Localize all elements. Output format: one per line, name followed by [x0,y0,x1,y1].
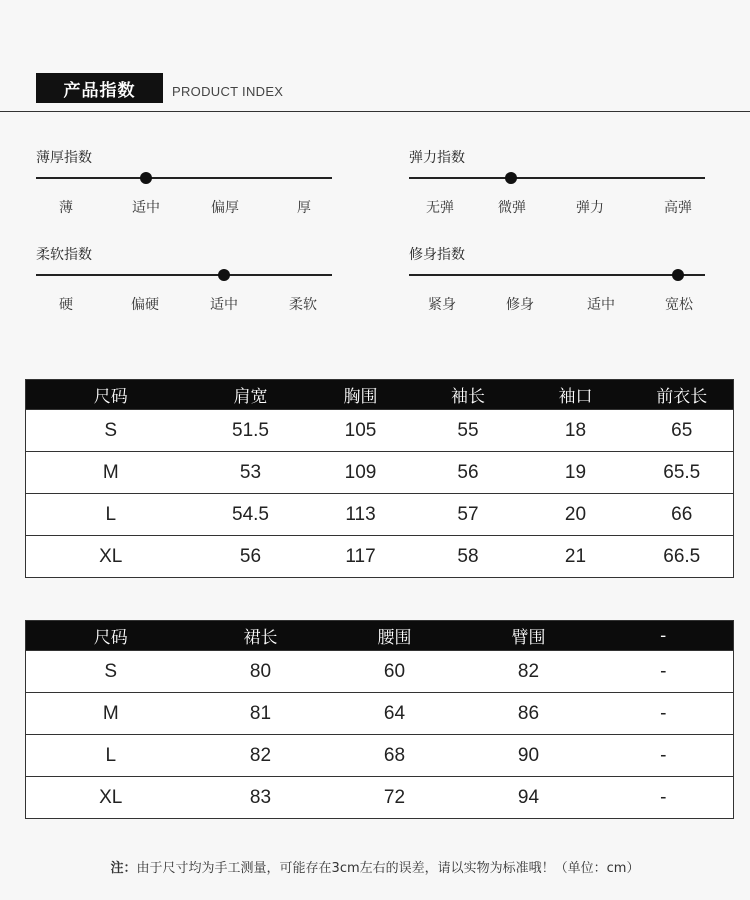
note-label: 注： [110,861,137,876]
table-cell: XL [26,777,196,819]
table-cell: 82 [464,651,594,693]
table-header-row [26,621,734,651]
column-header: - [594,621,734,651]
index-label: 微弹 [498,200,526,216]
index-label: 厚 [297,200,311,216]
table-header-row [26,380,734,410]
table-cell: 57 [416,494,521,536]
table-cell: 56 [196,536,306,578]
index-label: 柔软 [289,297,317,313]
index-scale-line [36,177,332,179]
note-text: 由于尺寸均为手工测量，可能存在3cm左右的误差，请以实物为标准哦！（单位：cm） [136,861,640,876]
table-row [26,777,734,819]
index-label: 适中 [132,200,160,216]
table-cell: 68 [326,735,464,777]
index-label: 紧身 [428,297,456,313]
table-cell: 20 [521,494,631,536]
column-header: 腰围 [326,621,464,651]
table-cell: 82 [196,735,326,777]
index-title: 薄厚指数 [36,150,92,166]
index-label: 偏硬 [131,297,159,313]
index-marker [672,269,684,281]
column-header: 袖长 [416,380,521,410]
size-table-top [25,379,734,578]
section-subtitle: PRODUCT INDEX [172,84,284,99]
index-label: 薄 [59,200,73,216]
table-cell: S [26,651,196,693]
index-marker [505,172,517,184]
table-cell: 18 [521,410,631,452]
table-cell: - [594,777,734,819]
index-marker [218,269,230,281]
table-cell: 66.5 [631,536,734,578]
table-cell: 54.5 [196,494,306,536]
table-cell: 55 [416,410,521,452]
index-label: 适中 [587,297,615,313]
index-label: 适中 [210,297,238,313]
table-cell: 81 [196,693,326,735]
index-label: 硬 [59,297,73,313]
table-cell: 66 [631,494,734,536]
table-cell: 51.5 [196,410,306,452]
index-title: 弹力指数 [409,150,465,166]
table-cell: M [26,452,196,494]
index-scale-line [409,177,705,179]
size-table-bottom [25,620,734,819]
index-marker [140,172,152,184]
table-cell: L [26,494,196,536]
column-header: 臂围 [464,621,594,651]
table-cell: 94 [464,777,594,819]
table-cell: 60 [326,651,464,693]
index-title: 修身指数 [409,247,465,263]
measurement-note [0,857,750,876]
table-cell: 105 [306,410,416,452]
table-cell: 90 [464,735,594,777]
table-cell: 21 [521,536,631,578]
table-cell: 113 [306,494,416,536]
index-label: 修身 [506,297,534,313]
table-cell: L [26,735,196,777]
column-header: 尺码 [26,380,196,410]
table-cell: 80 [196,651,326,693]
table-cell: 65.5 [631,452,734,494]
table-cell: M [26,693,196,735]
table-row [26,735,734,777]
table-cell: 56 [416,452,521,494]
section-title: 产品指数 [36,73,163,103]
table-cell: 72 [326,777,464,819]
table-cell: 64 [326,693,464,735]
table-cell: 65 [631,410,734,452]
table-cell: - [594,693,734,735]
index-scale-line [409,274,705,276]
index-label: 宽松 [665,297,693,313]
table-cell: 19 [521,452,631,494]
table-row [26,536,734,578]
header-divider [0,111,750,112]
table-row [26,410,734,452]
index-label: 弹力 [576,200,604,216]
table-row [26,693,734,735]
column-header: 袖口 [521,380,631,410]
table-row [26,494,734,536]
table-cell: 109 [306,452,416,494]
table-cell: 86 [464,693,594,735]
column-header: 裙长 [196,621,326,651]
table-row [26,452,734,494]
column-header: 肩宽 [196,380,306,410]
table-cell: 117 [306,536,416,578]
index-label: 高弹 [664,200,692,216]
index-label: 偏厚 [211,200,239,216]
table-cell: 58 [416,536,521,578]
index-title: 柔软指数 [36,247,92,263]
index-scale-line [36,274,332,276]
table-row [26,651,734,693]
column-header: 胸围 [306,380,416,410]
column-header: 尺码 [26,621,196,651]
table-cell: S [26,410,196,452]
table-cell: - [594,735,734,777]
table-cell: 83 [196,777,326,819]
table-cell: XL [26,536,196,578]
table-cell: 53 [196,452,306,494]
table-cell: - [594,651,734,693]
column-header: 前衣长 [631,380,734,410]
index-label: 无弹 [426,200,454,216]
